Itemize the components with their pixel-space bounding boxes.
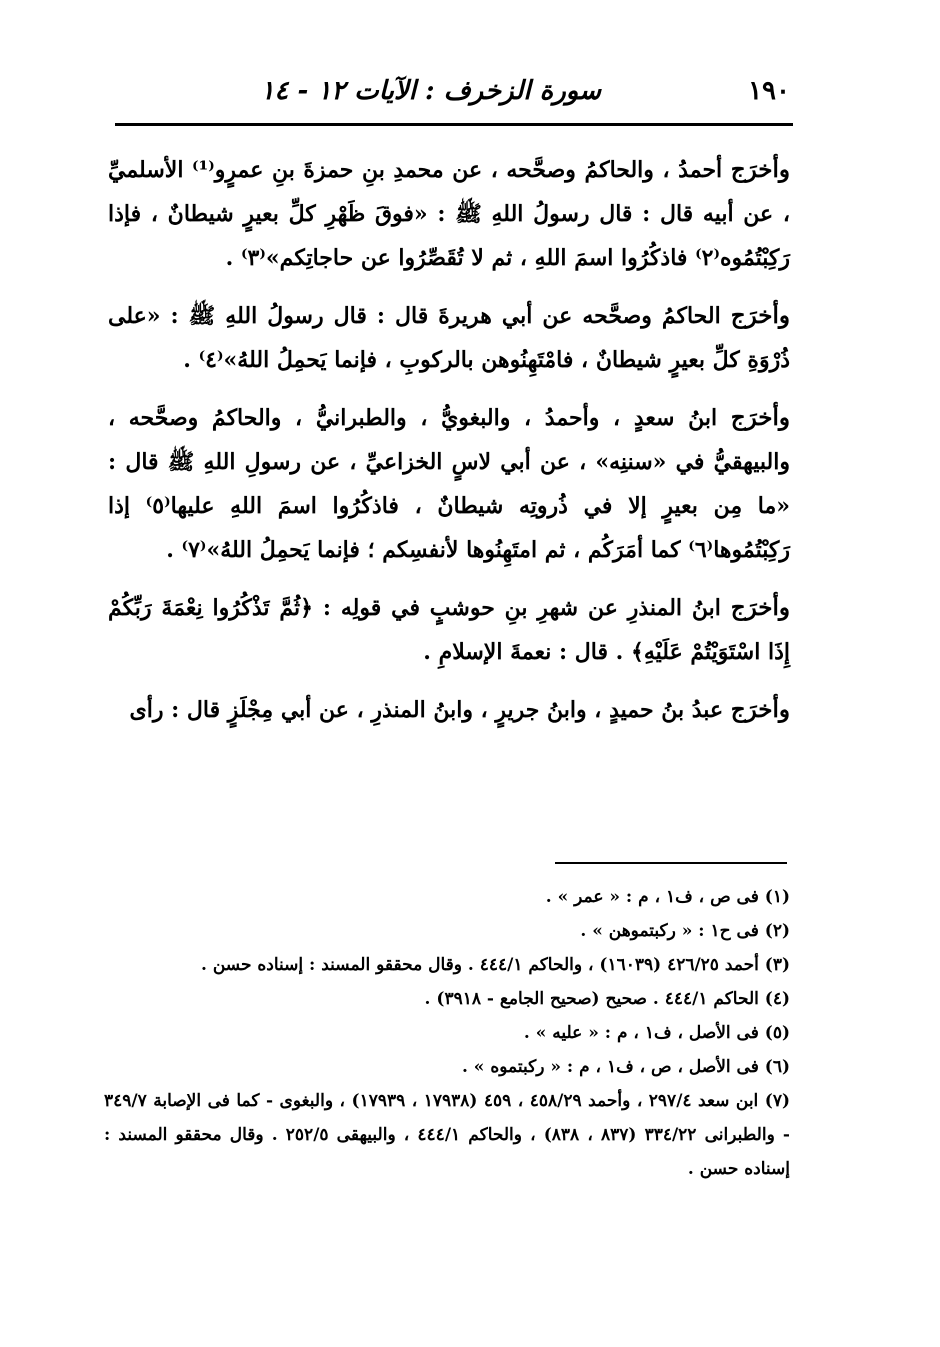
header-divider	[115, 123, 793, 126]
footnote: (٥) فى الأصل ، ف١ ، م : « عليه » .	[523, 1023, 790, 1043]
paragraph	[108, 586, 790, 674]
footnote: (٣) أحمد ٤٢٦/٢٥ (١٦٠٣٩) ، والحاكم ٤٤٤/١ . وقال محققو المسند : إسناده حسن .	[201, 955, 790, 975]
page-header	[110, 72, 796, 112]
paragraph	[108, 688, 790, 732]
paragraph-lead-word: وأخرَج	[730, 404, 790, 431]
paragraph-text: أحمدُ ، والحاكمُ وصحَّحه ، عن محمدِ بنِ حمزةَ بنِ عمرٍو⁽¹⁾ الأسلميِّ ، عن أبيه قال : قال رسولُ اللهِ ﷺ : «فوقَ ظَهْرِ كلِّ بعيرٍ شيطانٌ ، فإذا رَكِبْتُمُوه⁽٢⁾ فاذكُرُوا اسمَ اللهِ ، ثم لا تُقَصِّرُوا عن حاجاتِكم»⁽٣⁾ .	[108, 157, 790, 271]
footnote: (٦) فى الأصل ، ص ، ف١ ، م : « ركبتموه » .	[461, 1057, 790, 1077]
footnote: (٢) فى ح١ : « ركبتموهن » .	[580, 921, 790, 941]
footnote: (١) فى ص ، ف١ ، م : « عمر » .	[545, 887, 790, 907]
paragraph	[108, 148, 790, 280]
paragraph-text: ابنُ سعدٍ ، وأحمدُ ، والبغويُّ ، والطبرانيُّ ، والحاكمُ وصحَّحه ، والبيهقيُّ في «سننِه» ، عن أبي لاسٍ الخزاعيِّ ، عن رسولِ اللهِ ﷺ قال : «ما مِن بعيرٍ إلا في ذُروتِه شيطانٌ ، فاذكُرُوا اسمَ اللهِ عليها⁽٥⁾ إذا رَكِبْتُمُوها⁽٦⁾ كما أمَرَكُم ، ثم امتَهِنُوها لأنفسِكم ؛ فإنما يَحمِلُ اللهُ»⁽٧⁾ .	[108, 405, 790, 563]
paragraph-lead-word: وأخرَج	[730, 302, 790, 329]
footnotes	[104, 880, 790, 1186]
footnote: (٤) الحاكم ٤٤٤/١ . صحيح (صحيح الجامع - ٣٩١٨) .	[424, 989, 790, 1009]
paragraph	[108, 294, 790, 382]
paragraph	[108, 396, 790, 572]
paragraph-lead-word: وأخرَج	[730, 156, 790, 183]
paragraph-text: الحاكمُ وصحَّحه عن أبي هريرةَ قال : قال رسولُ اللهِ ﷺ : «على ذُرْوَةِ كلِّ بعيرٍ شيطانٌ ، فامْتَهِنُوهن بالركوبِ ، فإنما يَحمِلُ اللهُ»⁽٤⁾ .	[108, 303, 790, 373]
main-text	[108, 148, 790, 746]
paragraph-lead-word: وأخرَج	[730, 696, 790, 723]
footnote: (٧) ابن سعد ٢٩٧/٤ ، وأحمد ٤٥٨/٢٩ ، ٤٥٩ (١٧٩٣٨ ، ١٧٩٣٩) ، والبغوى - كما فى الإصابة ٣٤٩/٧ - والطبرانى ٣٣٤/٢٢ (٨٣٧ ، ٨٣٨) ، والحاكم ٤٤٤/١ ، والبيهقى ٢٥٢/٥ . وقال محققو المسند : إسناده حسن .	[104, 1091, 790, 1179]
paragraph-text: عبدُ بنُ حميدٍ ، وابنُ جريرٍ ، وابنُ المنذرِ ، عن أبي مِجْلَزٍ قال : رأى	[129, 697, 731, 723]
page-number: ١٩٠	[748, 76, 790, 106]
paragraph-lead-word: وأخرَج	[730, 594, 790, 621]
running-title: سورة الزخرف : الآيات ١٢ - ١٤	[260, 76, 601, 106]
footnote-divider	[555, 862, 787, 864]
paragraph-text: ابنُ المنذرِ عن شهرِ بنِ حوشبٍ في قولِه : ﴿ثُمَّ تَذْكُرُوا نِعْمَةَ رَبِّكُمْ إِذَا اسْتَوَيْتُمْ عَلَيْهِ﴾ . قال : نعمةَ الإسلامِ .	[108, 595, 790, 665]
